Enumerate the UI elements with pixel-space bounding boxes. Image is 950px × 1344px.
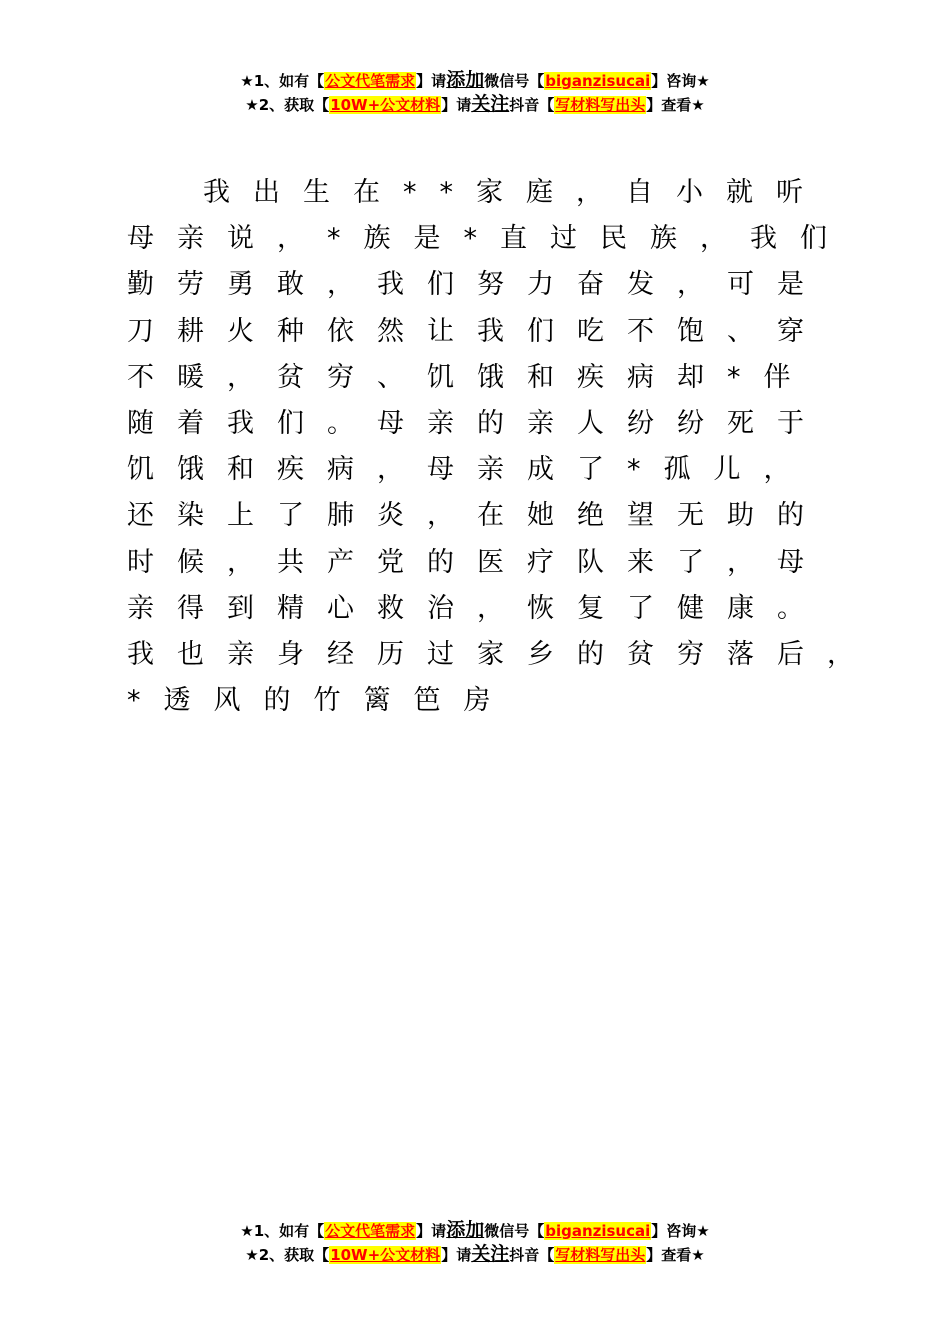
banner-line-1: [0, 68, 950, 92]
banner-line-2: [0, 1242, 950, 1266]
highlight-service: 公文代笔需求: [325, 1222, 416, 1240]
body-line: 还染上了肺炎，在她绝望无助的: [127, 500, 827, 532]
body-line: *透风的竹篱笆房: [127, 685, 514, 717]
banner-text: 抖音【: [509, 1246, 555, 1264]
banner-text: 微信号【: [484, 1222, 545, 1240]
banner-line-2: [0, 92, 950, 116]
highlight-materials: 10W+公文材料: [330, 1246, 441, 1264]
banner-emphasis: 添加: [446, 1219, 485, 1241]
document-body: [127, 170, 887, 724]
banner-text: 】查看★: [646, 1246, 705, 1264]
banner-emphasis: 关注: [471, 93, 510, 115]
banner-text: 】查看★: [646, 96, 705, 114]
body-line: 亲得到精心救治，恢复了健康。: [127, 592, 827, 624]
banner-text: 微信号【: [484, 72, 545, 90]
banner-emphasis: 添加: [446, 69, 485, 91]
body-line: 饥饿和疾病，母亲成了*孤儿，: [127, 454, 814, 486]
banner-text: 】请: [441, 96, 472, 114]
banner-text: 】咨询★: [651, 72, 710, 90]
banner-emphasis: 关注: [471, 1243, 510, 1265]
body-line: 时候，共产党的医疗队来了，母: [127, 546, 827, 578]
banner-text: 】请: [441, 1246, 472, 1264]
banner-text: 抖音【: [509, 96, 555, 114]
highlight-douyin: 写材料写出头: [555, 1246, 646, 1264]
banner-line-1: [0, 1218, 950, 1242]
banner-text: ★1、如有【: [240, 1222, 325, 1240]
banner-text: ★1、如有【: [240, 72, 325, 90]
body-line: 不暖，贫穷、饥饿和疾病却*伴: [127, 361, 814, 393]
highlight-douyin: 写材料写出头: [555, 96, 646, 114]
body-line: 随着我们。母亲的亲人纷纷死于: [127, 407, 827, 439]
banner-text: 】请: [416, 72, 447, 90]
banner-text: 】请: [416, 1222, 447, 1240]
banner-text: 】咨询★: [651, 1222, 710, 1240]
body-line: 母亲说，*族是*直过民族，我们: [127, 223, 850, 255]
header-banner: [0, 68, 950, 116]
highlight-wechat-id: biganzisucai: [545, 1222, 651, 1240]
footer-banner: [0, 1218, 950, 1266]
body-line: 勤劳勇敢，我们努力奋发，可是: [127, 269, 827, 301]
highlight-materials: 10W+公文材料: [330, 96, 441, 114]
body-line: 我出生在**家庭，自小就听: [203, 177, 826, 208]
body-line: 我也亲身经历过家乡的贫穷落后，: [127, 638, 877, 670]
banner-text: ★2、获取【: [245, 1246, 330, 1264]
banner-text: ★2、获取【: [245, 96, 330, 114]
highlight-service: 公文代笔需求: [325, 72, 416, 90]
body-line: 刀耕火种依然让我们吃不饱、穿: [127, 315, 827, 347]
highlight-wechat-id: biganzisucai: [545, 72, 651, 90]
